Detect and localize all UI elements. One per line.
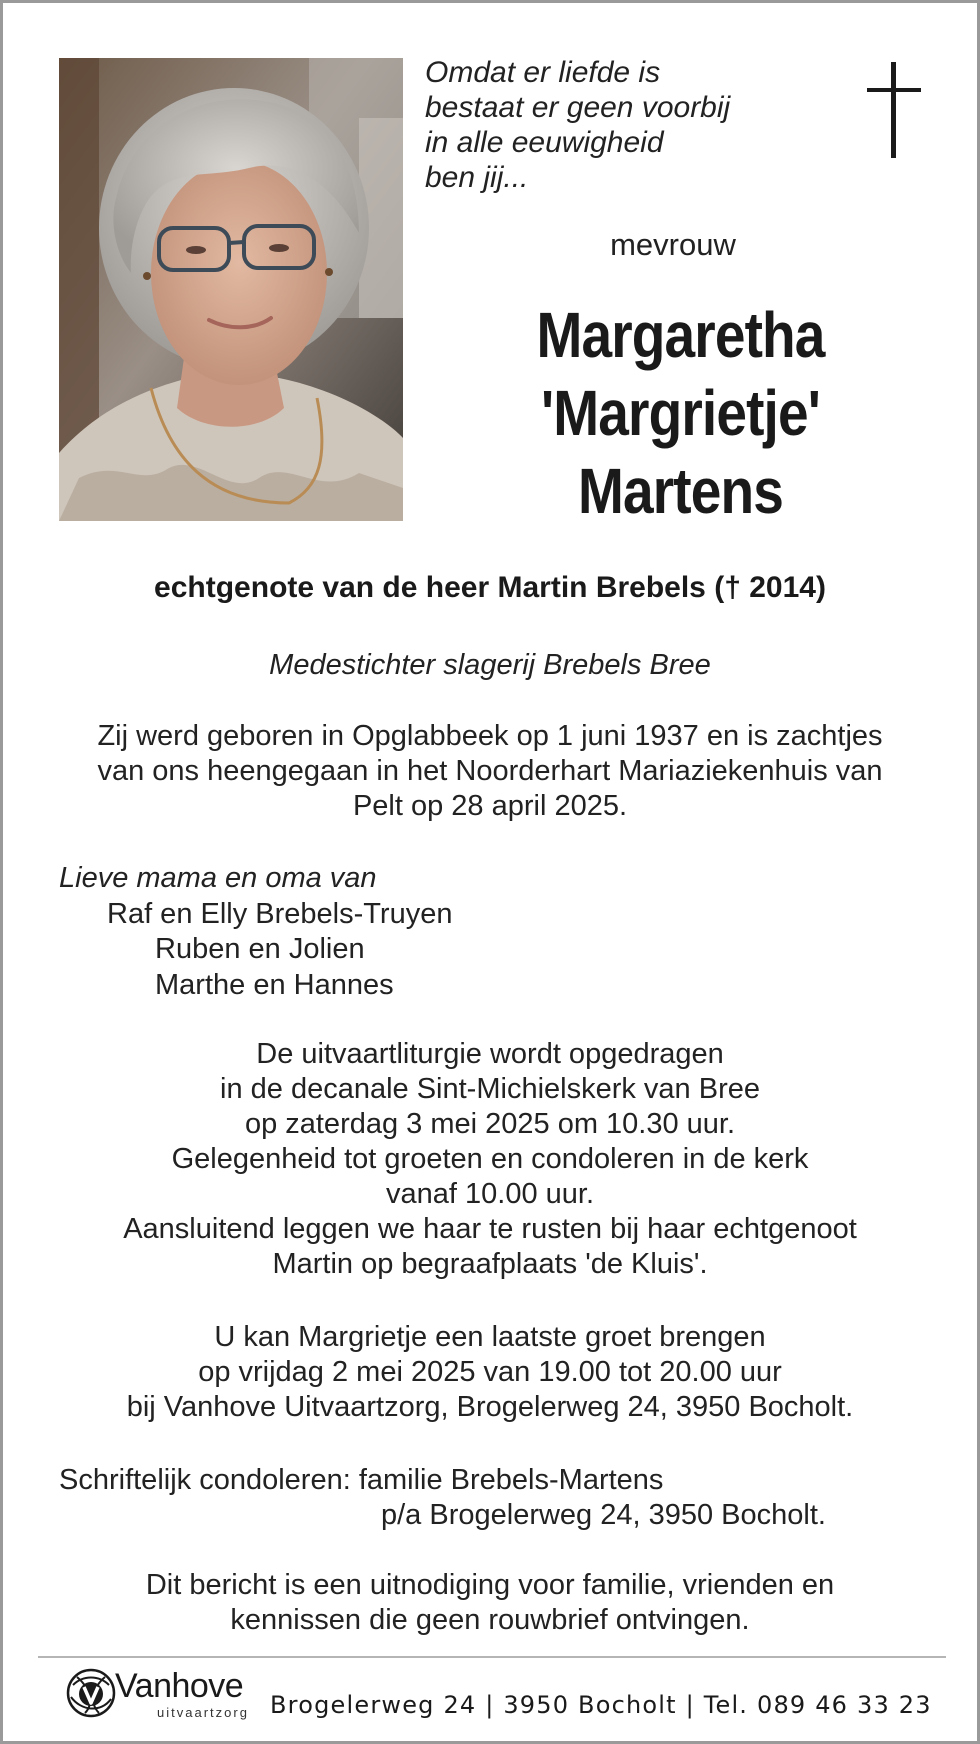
first-name: Margaretha: [536, 299, 825, 371]
condolence-address-line: p/a Brogelerweg 24, 3950 Bocholt.: [381, 1499, 826, 1531]
spouse-line: echtgenote van de heer Martin Brebels († 2014): [154, 571, 826, 604]
nickname: 'Margrietje': [541, 377, 820, 449]
condolence-address: [59, 1463, 826, 1533]
birth-line: Pelt op 28 april 2025.: [352, 790, 628, 822]
funeral-line: Martin op begraafplaats 'de Kluis'.: [272, 1248, 708, 1280]
portrait-photo: [59, 58, 403, 521]
visit-paragraph: [23, 1320, 957, 1425]
role-line: Medestichter slagerij Brebels Bree: [269, 649, 711, 681]
family-list: [59, 861, 452, 1003]
vanhove-logo-icon: [65, 1667, 117, 1719]
condolence-line: Schriftelijk condoleren: familie Brebels-Martens: [59, 1464, 664, 1496]
deceased-name: [502, 296, 859, 530]
invitation-note: [23, 1568, 957, 1638]
visit-line: op vrijdag 2 mei 2025 van 19.00 tot 20.00 uur: [198, 1356, 782, 1388]
birth-paragraph: [23, 719, 957, 824]
portrait-illustration: [59, 58, 403, 521]
birth-line: Zij werd geboren in Opglabbeek op 1 juni 1937 en is zachtjes: [97, 720, 883, 752]
funeral-line: De uitvaartliturgie wordt opgedragen: [256, 1038, 724, 1070]
poem-line: Omdat er liefde is: [425, 56, 661, 89]
funeral-line: vanaf 10.00 uur.: [386, 1178, 594, 1210]
poem: [425, 55, 730, 195]
logo-name: Vanhove: [115, 1667, 244, 1705]
funeral-paragraph: [23, 1037, 957, 1282]
last-name: Martens: [577, 455, 784, 527]
funeral-line: in de decanale Sint-Michielskerk van Bree: [220, 1073, 760, 1105]
footer-divider: [38, 1656, 946, 1658]
funeral-line: Aansluitend leggen we haar te rusten bij haar echtgenoot: [123, 1213, 857, 1245]
family-grandchild: Ruben en Jolien: [155, 933, 365, 965]
family-grandchild: Marthe en Hannes: [155, 968, 394, 1001]
title-prefix: mevrouw: [610, 227, 736, 262]
logo-subtitle: uitvaartzorg: [157, 1705, 249, 1720]
poem-line: bestaat er geen voorbij: [425, 91, 731, 124]
visit-line: bij Vanhove Uitvaartzorg, Brogelerweg 24, 3950 Bocholt.: [126, 1391, 854, 1423]
funeral-line: op zaterdag 3 mei 2025 om 10.30 uur.: [244, 1108, 736, 1140]
invitation-line: Dit bericht is een uitnodiging voor familie, vrienden en: [145, 1569, 835, 1601]
visit-line: U kan Margrietje een laatste groet brengen: [214, 1321, 766, 1353]
birth-line: van ons heengegaan in het Noorderhart Mariaziekenhuis van: [97, 755, 883, 787]
family-child: Raf en Elly Brebels-Truyen: [107, 897, 453, 930]
family-heading: Lieve mama en oma van: [59, 862, 377, 894]
funeral-line: Gelegenheid tot groeten en condoleren in de kerk: [171, 1143, 809, 1175]
footer-address: Brogelerweg 24 | 3950 Bocholt | Tel. 089 46 33 23: [270, 1691, 932, 1719]
cross-icon: [865, 60, 923, 160]
poem-line: in alle eeuwigheid: [425, 126, 664, 159]
invitation-line: kennissen die geen rouwbrief ontvingen.: [230, 1604, 750, 1636]
vanhove-logo: [65, 1665, 265, 1727]
poem-line: ben jij...: [425, 161, 529, 194]
